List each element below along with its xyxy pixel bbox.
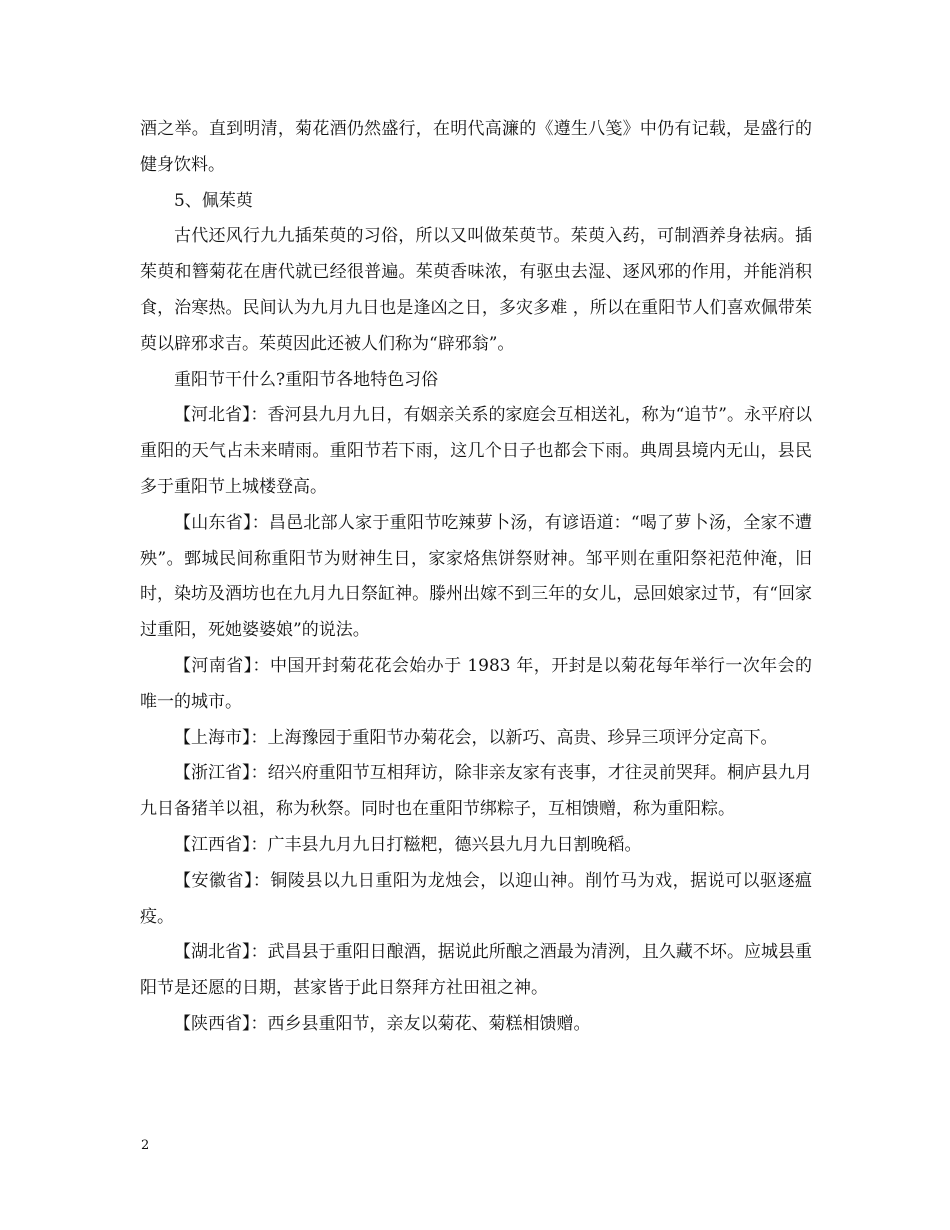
section-heading-pei-zhuyu: 5、佩茱萸 bbox=[174, 190, 253, 211]
paragraph: 古代还风行九九插茱萸的习俗，所以又叫做茱萸节。茱萸入药，可制酒养身祛病。插茱萸和簪菊花在唐代就已经很普遍。茱萸香味浓，有驱虫去湿、逐风邪的作用，并能消积食，治寒热。民间认为九月九日也是逢凶之日，多灾多难 ，所以在重阳节人们喜欢佩带茱萸以辟邪求吉。茱萸因此还被人们称为“辟邪翁”。 bbox=[140, 226, 812, 354]
paragraph-shandong: 【山东省】：昌邑北部人家于重阳节吃辣萝卜汤，有谚语道：“喝了萝卜汤，全家不遭殃”。鄄城民间称重阳节为财神生日，家家烙焦饼祭财神。邹平则在重阳祭祀范仲淹，旧时，染坊及酒坊也在九月九日祭缸神。滕州出嫁不到三年的女儿，忌回娘家过节，有“回家过重阳，死她婆婆娘”的说法。 bbox=[140, 512, 812, 641]
paragraph-anhui: 【安徽省】：铜陵县以九日重阳为龙烛会，以迎山神。削竹马为戏，据说可以驱逐瘟疫。 bbox=[140, 870, 812, 927]
paragraph-shaanxi: 【陕西省】：西乡县重阳节，亲友以菊花、菊糕相馈赠。 bbox=[174, 1013, 591, 1034]
paragraph-jiangxi: 【江西省】：广丰县九月九日打糍粑，德兴县九月九日割晚稻。 bbox=[174, 834, 642, 855]
paragraph-hebei: 【河北省】：香河县九月九日，有姻亲关系的家庭会互相送礼，称为“追节”。永平府以重阳的天气占未来晴雨。重阳节若下雨，这几个日子也都会下雨。典周县境内无山，县民多于重阳节上城楼登高。 bbox=[140, 405, 812, 497]
paragraph: 酒之举。直到明清，菊花酒仍然盛行，在明代高濂的《遵生八笺》中仍有记载，是盛行的健身饮料。 bbox=[140, 119, 812, 175]
page-number: 2 bbox=[141, 1138, 150, 1153]
paragraph-henan: 【河南省】：中国开封菊花花会始办于 1983 年，开封是以菊花每年举行一次年会的唯一的城市。 bbox=[140, 655, 812, 712]
paragraph-zhejiang: 【浙江省】：绍兴府重阳节互相拜访，除非亲友家有丧事，才往灵前哭拜。桐庐县九月九日备猪羊以祖，称为秋祭。同时也在重阳节绑粽子，互相馈赠，称为重阳粽。 bbox=[140, 763, 812, 820]
paragraph-shanghai: 【上海市】：上海豫园于重阳节办菊花会，以新巧、高贵、珍异三项评分定高下。 bbox=[174, 727, 778, 748]
paragraph-hubei: 【湖北省】：武昌县于重阳日酿酒，据说此所酿之酒最为清洌，且久藏不坏。应城县重阳节是还愿的日期，甚家皆于此日祭拜方社田祖之神。 bbox=[140, 942, 812, 999]
document-body bbox=[140, 112, 812, 1043]
section-heading-regional-customs: 重阳节干什么?重阳节各地特色习俗 bbox=[174, 369, 439, 390]
